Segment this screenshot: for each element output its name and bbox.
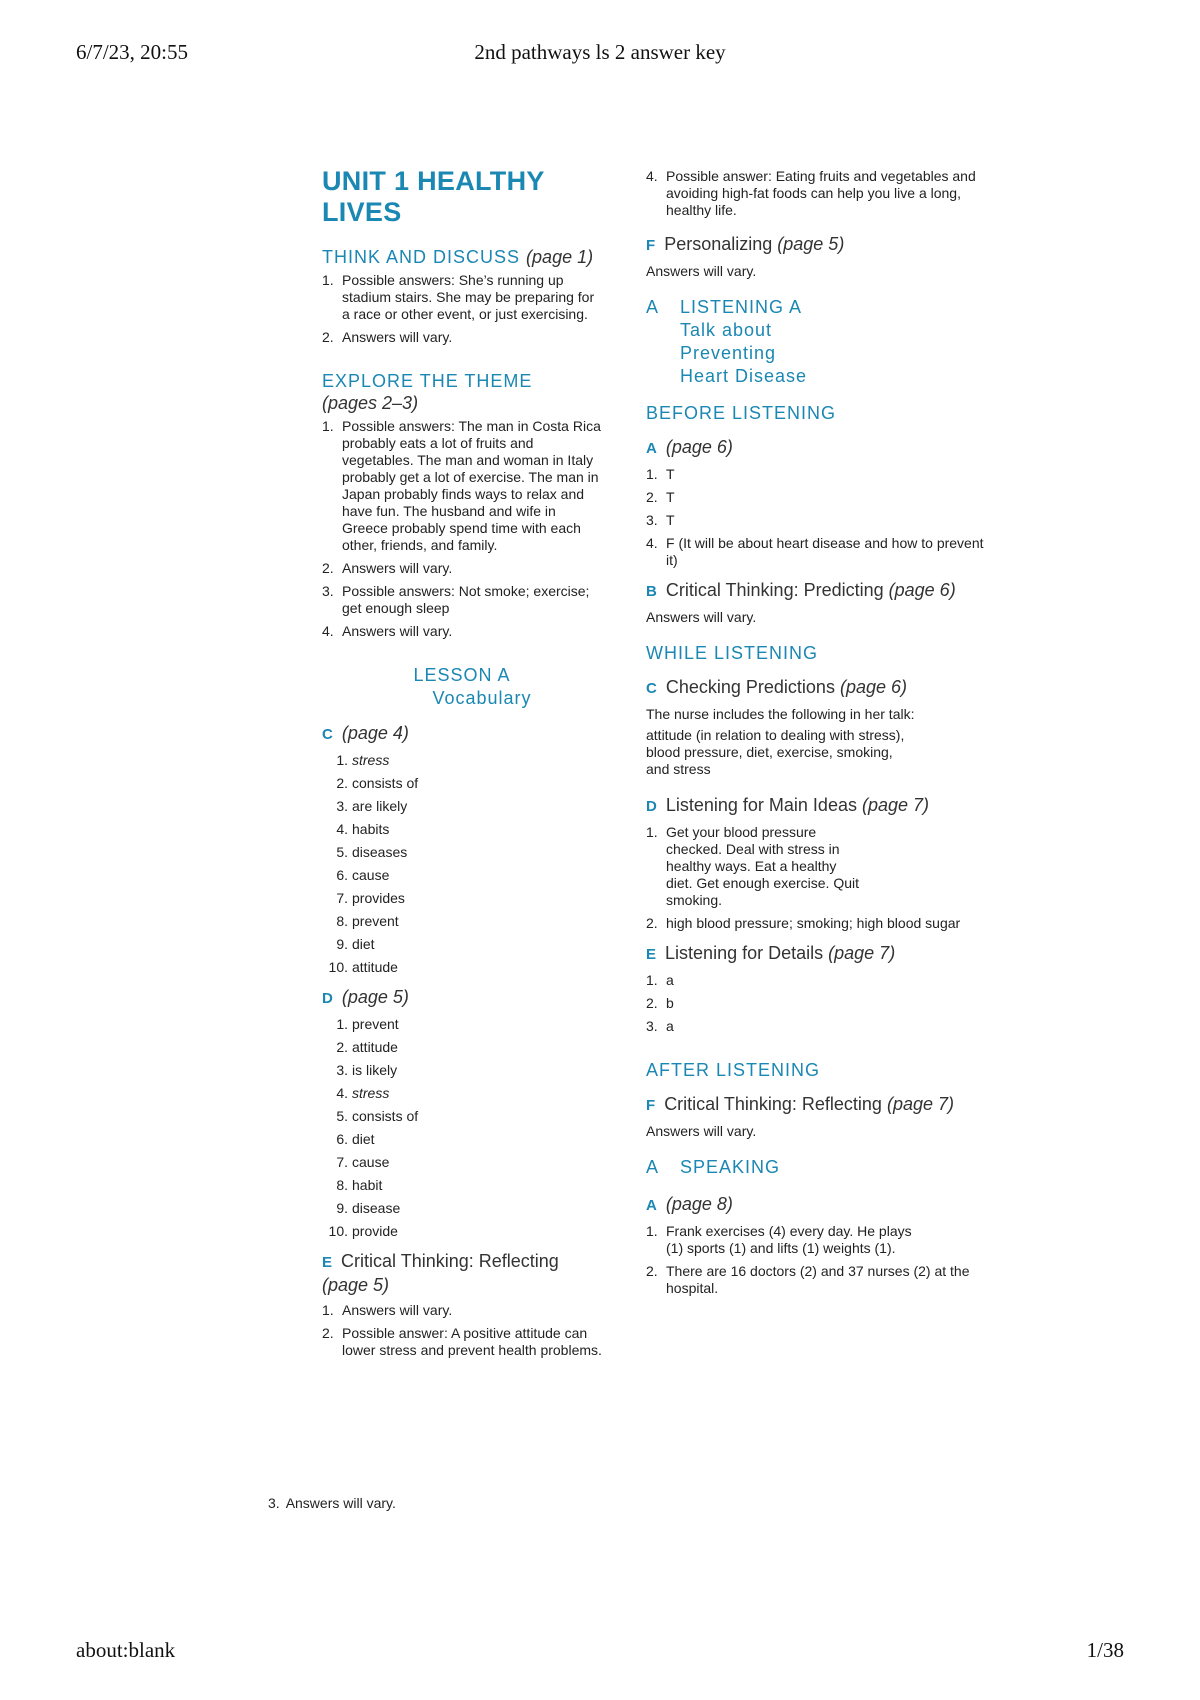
exercise-title: Critical Thinking: Reflecting [341,1251,559,1271]
list-item [322,1223,602,1240]
exercise-e-heading [322,1250,602,1296]
item-text: are likely [352,798,408,814]
item-number: 1. [336,752,348,768]
list-item [322,1325,602,1359]
think-discuss-heading [322,246,602,268]
list-item [646,512,986,529]
left-column [322,166,602,1369]
exercise-letter: F [646,237,656,254]
item-text: high blood pressure; smoking; high blood sugar [666,915,961,931]
exercise-letter: F [646,1097,656,1114]
after-listening-heading: AFTER LISTENING [646,1060,821,1080]
list-item [322,329,602,346]
item-number: 2. [322,1325,334,1341]
item-number: 3. [336,1062,348,1078]
list-item [322,775,602,792]
list-item [322,913,602,930]
item-number: 4. [646,168,658,184]
item-text: F (It will be about heart disease and how to prevent it) [666,535,984,568]
item-number: 2. [322,560,334,576]
spacer [322,356,602,370]
exercise-d-answers [646,824,986,932]
list-item [322,867,602,884]
item-text: T [666,466,675,482]
item-number: 4. [336,1085,348,1101]
exercise-a-heading [646,436,986,460]
speaking-exercise-a-answers [646,1223,986,1297]
exercise-letter: D [646,798,657,815]
list-item [646,1263,986,1297]
list-item [322,418,602,554]
item-text: consists of [352,1108,419,1124]
list-item [322,959,602,976]
item-text: Possible answer: Eating fruits and vegetables and avoiding high-fat foods can help you live a long, healthy life. [666,168,976,218]
page-ref: (pages 2–3) [322,393,419,413]
exercise-e-answers [646,972,986,1035]
item-number: 2. [336,1039,348,1055]
item-text: attitude [352,959,398,975]
list-item [322,844,602,861]
item-number: 3. [646,1018,658,1034]
item-text: There are 16 doctors (2) and 37 nurses (2) at the hospital. [666,1263,970,1296]
item-text: T [666,489,675,505]
item-number: 2. [322,329,334,345]
item-text: diet [352,936,375,952]
item-text: Possible answers: The man in Costa Rica probably eats a lot of fruits and vegetables. The man and woman in Italy probably get a lot of exercise. The man in Japan probably finds ways to relax and have fun. The husband and wife in Greece probably spend time with each other, friends, and family. [342,418,601,553]
page-ref: (page 5) [777,234,845,254]
answer-intro: The nurse includes the following in her talk: [646,706,915,722]
page-ref: (page 7) [886,1094,955,1114]
item-number: 3. [322,583,334,599]
speaking-heading [646,1156,986,1179]
item-text: Answers will vary. [342,560,453,576]
list-item [322,1154,602,1171]
exercise-f-personalizing-heading [646,233,986,257]
listening-label: LISTENING A [680,297,803,317]
item-text: Possible answers: Not smoke; exercise; get enough sleep [342,583,590,616]
item-number: 4. [336,821,348,837]
exercise-title: Critical Thinking: Reflecting [664,1094,882,1114]
speaking-label: SPEAKING [680,1157,781,1177]
item-text: Possible answers: She’s running up stadium stairs. She may be preparing for a race or other event, or just exercising. [342,272,595,322]
list-item [322,821,602,838]
item-number: 10. [328,1223,348,1239]
exercise-title: Listening for Details [665,943,824,963]
exercise-b-heading [646,579,986,603]
list-item [322,1177,602,1194]
item-number: 5. [336,1108,348,1124]
item-text: provide [352,1223,398,1239]
listening-topic-line: Talk about [680,320,773,340]
print-page-count: 1/38 [1086,1638,1124,1662]
item-number: 5. [336,844,348,860]
list-item [322,1131,602,1148]
list-item [646,466,986,483]
spacer [646,1045,986,1059]
lesson-letter: A [646,1157,660,1177]
exercise-letter: E [646,946,657,963]
list-item [322,1016,602,1033]
exercise-letter: D [322,990,333,1007]
item-text: Answers will vary. [342,623,453,639]
list-item [322,1200,602,1217]
item-number: 3. [268,1495,280,1511]
listening-a-heading [646,296,986,388]
list-item [322,798,602,815]
stray-answer-line [268,1495,396,1511]
item-number: 3. [646,512,658,528]
answer-text: Answers will vary. [646,263,757,279]
list-item [646,168,986,219]
item-text: T [666,512,675,528]
item-text: prevent [352,913,399,929]
list-item [646,972,986,989]
lesson-topic: Vocabulary [432,688,532,708]
item-number: 3. [336,798,348,814]
print-datetime: 6/7/23, 20:55 [76,40,189,64]
item-text: a [666,972,674,988]
list-item [646,824,866,909]
exercise-letter: A [646,440,657,457]
listening-topic-line: Preventing [680,343,777,363]
list-item [322,583,602,617]
exercise-d-answers [322,1016,602,1240]
item-number: 2. [336,775,348,791]
item-number: 7. [336,1154,348,1170]
print-header [0,40,1200,70]
explore-theme-answers [322,418,602,640]
lesson-label: LESSON A [413,665,511,685]
speaking-exercise-a-heading [646,1193,986,1217]
item-number: 6. [336,867,348,883]
item-number: 2. [646,489,658,505]
item-number: 1. [646,972,658,988]
exercise-f-heading [646,1093,986,1117]
item-number: 7. [336,890,348,906]
item-text: diseases [352,844,408,860]
page-ref: (page 7) [861,795,930,815]
item-text: Get your blood pressure checked. Deal with stress in healthy ways. Eat a healthy diet. Get enough exercise. Quit smoking. [666,824,859,908]
exercise-d-heading [646,794,986,818]
item-number: 9. [336,1200,348,1216]
listening-title [680,296,807,388]
before-listening-heading: BEFORE LISTENING [646,403,837,423]
item-number: 1. [646,824,658,840]
item-number: 1. [322,1302,334,1318]
list-item [322,752,602,769]
exercise-e-answers [322,1302,602,1359]
answer-text: Answers will vary. [646,1123,757,1139]
listening-topic-line: Heart Disease [680,366,808,386]
item-text: stress [352,1085,390,1101]
list-item [322,272,602,323]
item-number: 8. [336,1177,348,1193]
right-column [646,168,986,1307]
item-number: 8. [336,913,348,929]
exercise-letter: B [646,583,657,600]
item-text: habit [352,1177,383,1193]
list-item [322,623,602,640]
exercise-c-heading [322,722,602,746]
list-item [646,1223,916,1257]
item-text: provides [352,890,405,906]
list-item [646,489,986,506]
while-listening-heading: WHILE LISTENING [646,643,819,663]
item-text: Frank exercises (4) every day. He plays (1) sports (1) and lifts (1) weights (1). [666,1223,912,1256]
page-ref: (page 5) [341,987,409,1007]
page-ref: (page 8) [665,1194,733,1214]
item-text: Answers will vary. [342,1302,453,1318]
item-text: prevent [352,1016,399,1032]
item-text: Answers will vary. [285,1495,396,1511]
item-text: stress [352,752,390,768]
continued-answers [646,168,986,219]
think-discuss-answers [322,272,602,346]
item-text: b [666,995,674,1011]
item-text: is likely [352,1062,398,1078]
item-text: Answers will vary. [342,329,453,345]
answer-text: Answers will vary. [646,609,757,625]
exercise-c-heading [646,676,986,700]
print-url: about:blank [76,1638,176,1662]
list-item [322,1302,602,1319]
item-text: consists of [352,775,419,791]
list-item [322,1039,602,1056]
item-text: attitude [352,1039,398,1055]
item-text: a [666,1018,674,1034]
page-ref: (page 6) [839,677,908,697]
list-item [646,535,986,569]
print-footer [0,1638,1200,1668]
section-heading-text: THINK AND DISCUSS [322,247,521,267]
item-number: 9. [336,936,348,952]
item-number: 1. [646,466,658,482]
item-number: 2. [646,995,658,1011]
item-number: 4. [646,535,658,551]
exercise-a-answers [646,466,986,569]
exercise-title: Checking Predictions [665,677,835,697]
page-ref: (page 4) [341,723,409,743]
exercise-d-heading [322,986,602,1010]
item-number: 1. [322,272,334,288]
exercise-letter: C [646,680,657,697]
item-text: habits [352,821,390,837]
exercise-c-answers [322,752,602,976]
item-number: 4. [322,623,334,639]
exercise-e-heading [646,942,986,966]
item-number: 1. [336,1016,348,1032]
page-ref: (page 5) [322,1275,390,1295]
item-number: 6. [336,1131,348,1147]
list-item [646,995,986,1012]
unit-title: UNIT 1 HEALTHY LIVES [322,166,545,227]
list-item [322,1085,602,1102]
item-number: 1. [646,1223,658,1239]
list-item [646,915,986,932]
item-number: 2. [646,1263,658,1279]
list-item [322,1108,602,1125]
list-item [646,1018,986,1035]
page-ref: (page 6) [665,437,733,457]
item-text: disease [352,1200,401,1216]
section-heading-text: EXPLORE THE THEME [322,371,533,391]
answer-text: attitude (in relation to dealing with stress), blood pressure, diet, exercise, smoking, and stress [646,727,905,777]
page-ref: (page 7) [828,943,896,963]
item-number: 1. [322,418,334,434]
list-item [322,1062,602,1079]
item-number: 2. [646,915,658,931]
page-ref: (page 1) [526,247,594,267]
exercise-letter: E [322,1254,333,1271]
list-item [322,560,602,577]
lesson-letter: A [646,297,660,317]
exercise-title: Listening for Main Ideas [665,795,857,815]
exercise-title: Personalizing [664,234,773,254]
lesson-a-heading [322,664,602,710]
exercise-letter: A [646,1197,657,1214]
item-text: diet [352,1131,375,1147]
exercise-letter: C [322,726,333,743]
page-ref: (page 6) [888,580,956,600]
item-text: cause [352,1154,390,1170]
list-item [322,890,602,907]
explore-theme-heading [322,370,602,414]
item-text: Possible answer: A positive attitude can lower stress and prevent health problems. [342,1325,602,1358]
item-number: 10. [328,959,348,975]
list-item [322,936,602,953]
exercise-title: Critical Thinking: Predicting [665,580,884,600]
item-text: cause [352,867,390,883]
print-doc-title: 2nd pathways ls 2 answer key [474,40,726,64]
